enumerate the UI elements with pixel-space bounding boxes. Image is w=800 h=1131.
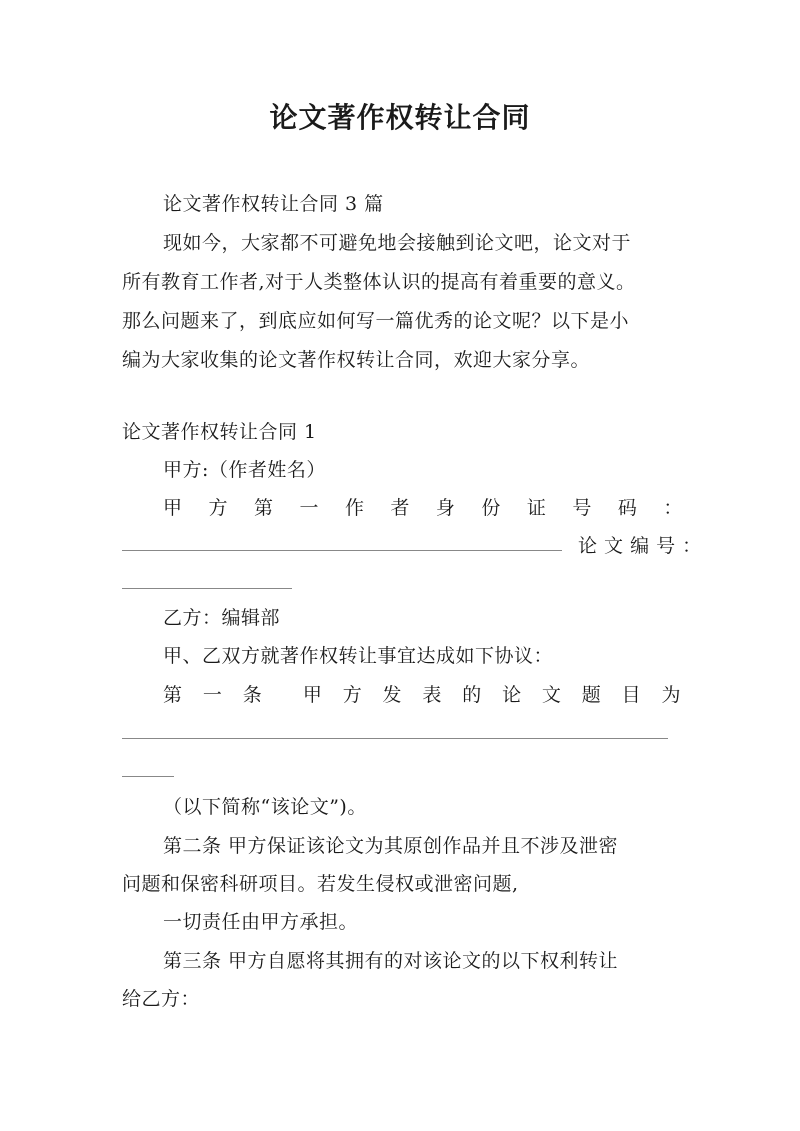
article-1-char: 发 [382, 684, 403, 706]
article-1-char: 文 [541, 684, 562, 706]
article-1-char: 为 [661, 684, 681, 706]
id-label-char: 号 [572, 497, 592, 519]
article-1-char: 第 [163, 684, 183, 706]
article-1-char: 的 [462, 684, 482, 706]
article-1-char: 条 [242, 684, 263, 706]
id-label-char: 一 [299, 497, 319, 519]
article-1-char: 目 [621, 684, 642, 706]
id-number-blank [122, 550, 562, 551]
article-3-line-2: 给乙方： [122, 988, 201, 1010]
party-a-line: 甲方:（作者姓名） [163, 459, 326, 481]
article-1-char: 题 [581, 684, 602, 706]
id-label-char: 方 [208, 497, 228, 519]
article-2-line-2: 问题和保密科研项目。若发生侵权或泄密问题, [122, 873, 519, 895]
intro-line-4: 编为大家收集的论文著作权转让合同，欢迎大家分享。 [122, 349, 591, 371]
article-2-line-3: 一切责任由甲方承担。 [163, 911, 359, 933]
article-1-line [163, 683, 681, 707]
intro-line-3: 那么问题来了，到底应如何写一篇优秀的论文呢？以下是小 [122, 310, 630, 332]
intro-line-2: 所有教育工作者,对于人类整体认识的提高有着重要的意义。 [122, 271, 636, 293]
article-1-char: 甲 [302, 684, 323, 706]
paper-number-blank [122, 588, 292, 589]
article-1-char: 表 [422, 684, 442, 706]
paper-title-blank [122, 738, 668, 739]
article-1-char: 论 [502, 684, 522, 706]
id-label-char: 第 [253, 497, 274, 519]
contract-heading: 论文著作权转让合同 1 [122, 421, 317, 443]
document-title: 论文著作权转让合同 [269, 101, 531, 134]
id-label-char: 者 [390, 497, 410, 519]
article-1-char: 一 [202, 684, 223, 706]
id-label-char: 作 [344, 497, 365, 519]
intro-subtitle: 论文著作权转让合同 3 篇 [163, 193, 384, 215]
agreement-line: 甲、乙双方就著作权转让事宜达成如下协议： [163, 645, 554, 667]
paper-title-blank-cont [122, 776, 174, 777]
id-label-char: 份 [481, 497, 501, 519]
paper-number-label: 论 文 编 号 ： [578, 535, 702, 557]
id-label-char: 证 [526, 497, 547, 519]
article-3-line-1: 第三条 甲方自愿将其拥有的对该论文的以下权利转让 [163, 950, 619, 972]
id-label-char: 身 [435, 497, 456, 519]
id-number-label [163, 496, 683, 520]
article-1-abbrev: （以下简称“该论文”)。 [163, 796, 367, 818]
intro-line-1: 现如今，大家都不可避免地会接触到论文吧，论文对于 [163, 232, 632, 254]
id-label-char: 码 [617, 497, 638, 519]
article-1-char: 方 [342, 684, 363, 706]
id-label-char: ： [663, 497, 683, 519]
article-2-line-1: 第二条 甲方保证该论文为其原创作品并且不涉及泄密 [163, 835, 619, 857]
party-b-line: 乙方：编辑部 [163, 607, 281, 629]
id-label-char: 甲 [163, 497, 183, 519]
